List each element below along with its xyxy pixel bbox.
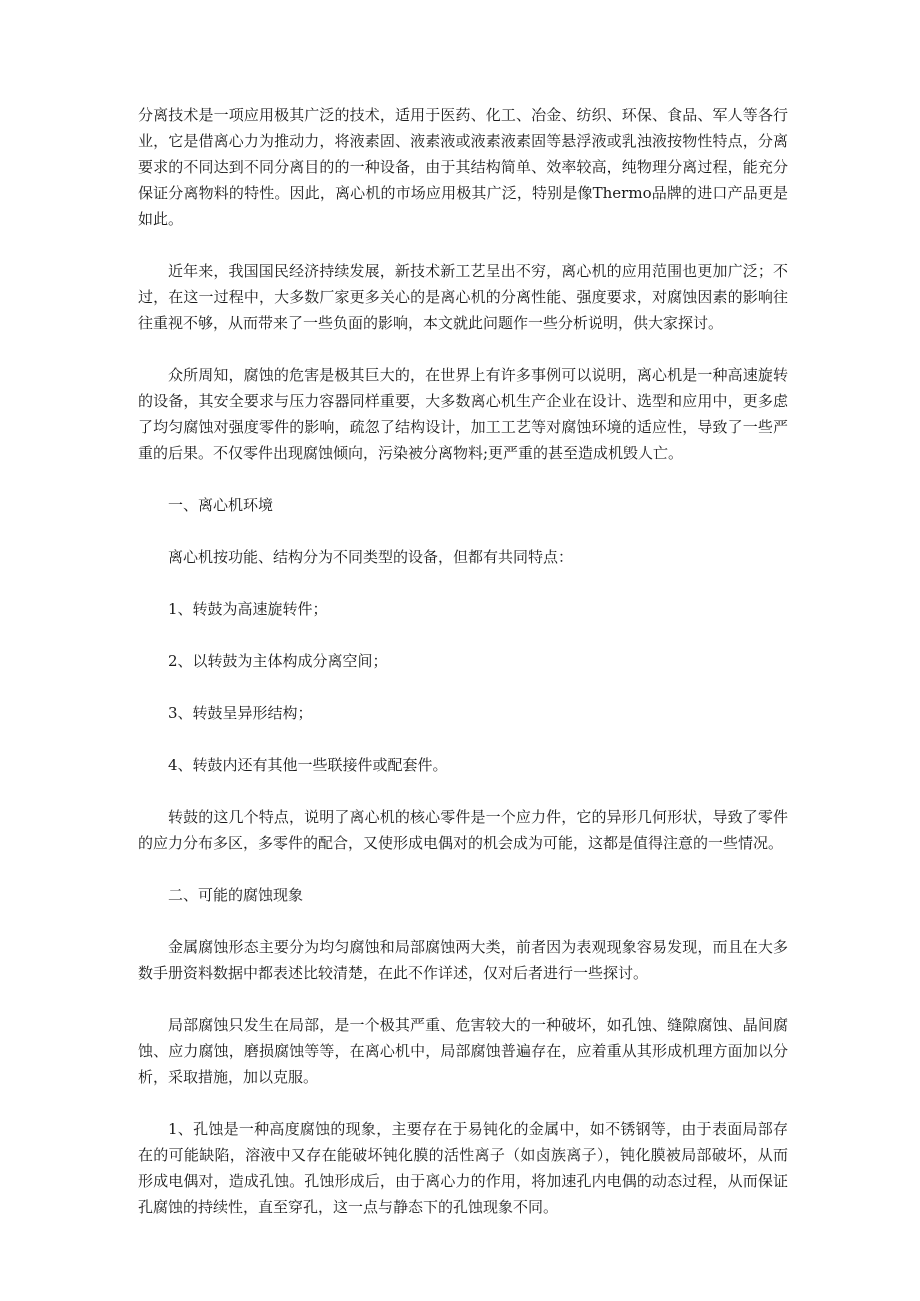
pitting-corrosion-paragraph: 1、孔蚀是一种高度腐蚀的现象，主要存在于易钝化的金属中，如不锈钢等，由于表面局部存在的可能缺陷，溶液中又存在能破坏钝化膜的活性离子（如卤族离子），钝化膜被局部破坏，从而形成电偶对，造成孔蚀。孔蚀形成后，由于离心力的作用，将加速孔内电偶的动态过程，从而保证孔腐蚀的持续性，直至穿孔，这一点与静态下的孔蚀现象不同。 bbox=[138, 1120, 788, 1216]
corrosion-types-paragraph: 金属腐蚀形态主要分为均匀腐蚀和局部腐蚀两大类，前者因为表观现象容易发现，而且在大多数手册资料数据中都表述比较清楚，在此不作详述，仅对后者进行一些探讨。 bbox=[138, 938, 788, 982]
feature-list-item: 1、转鼓为高速旋转件； bbox=[168, 600, 328, 618]
document-body bbox=[138, 102, 788, 1220]
background-paragraph: 近年来，我国国民经济持续发展，新技术新工艺呈出不穷，离心机的应用范围也更加广泛；不过，在这一过程中，大多数厂家更多关心的是离心机的分离性能、强度要求，对腐蚀因素的影响往往重视不够，从而带来了一些负面的影响，本文就此问题作一些分析说明，供大家探讨。 bbox=[138, 262, 788, 332]
features-intro-paragraph: 离心机按功能、结构分为不同类型的设备，但都有共同特点： bbox=[168, 548, 574, 566]
local-corrosion-paragraph: 局部腐蚀只发生在局部，是一个极其严重、危害较大的一种破坏，如孔蚀、缝隙腐蚀、晶间腐蚀、应力腐蚀，磨损腐蚀等等，在离心机中，局部腐蚀普遍存在，应着重从其形成机理方面加以分析，采取措施，加以克服。 bbox=[138, 1016, 788, 1086]
feature-list-item: 3、转鼓呈异形结构； bbox=[168, 704, 313, 722]
corrosion-hazard-paragraph: 众所周知，腐蚀的危害是极其巨大的，在世界上有许多事例可以说明，离心机是一种高速旋转的设备，其安全要求与压力容器同样重要，大多数离心机生产企业在设计、选型和应用中，更多虑了均匀腐蚀对强度零件的影响，疏忽了结构设计，加工工艺等对腐蚀环境的适应性，导致了一些严重的后果。不仅零件出现腐蚀倾向，污染被分离物料;更严重的甚至造成机毁人亡。 bbox=[138, 366, 788, 462]
feature-list-item: 4、转鼓内还有其他一些联接件或配套件。 bbox=[168, 756, 448, 774]
intro-paragraph: 分离技术是一项应用极其广泛的技术，适用于医药、化工、冶金、纺织、环保、食品、军人等各行业，它是借离心力为推动力，将液素固、液素液或液素液素固等悬浮液或乳浊液按物性特点，分离要求的不同达到不同分离目的的一种设备，由于其结构简单、效率较高，纯物理分离过程，能充分保证分离物料的特性。因此，离心机的市场应用极其广泛，特别是像Thermo品牌的进口产品更是如此。 bbox=[138, 106, 788, 228]
feature-list-item: 2、以转鼓为主体构成分离空间； bbox=[168, 652, 388, 670]
section-heading-environment: 一、离心机环境 bbox=[168, 496, 274, 514]
section-heading-corrosion: 二、可能的腐蚀现象 bbox=[168, 886, 304, 904]
features-summary-paragraph: 转鼓的这几个特点，说明了离心机的核心零件是一个应力件，它的异形几何形状，导致了零件的应力分布多区，多零件的配合，又使形成电偶对的机会成为可能，这都是值得注意的一些情况。 bbox=[138, 808, 788, 852]
